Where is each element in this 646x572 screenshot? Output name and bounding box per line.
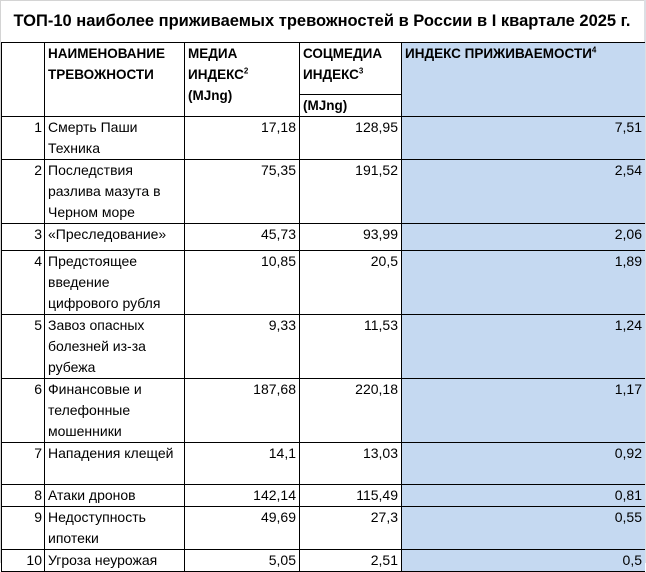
cell-name: Финансовые и телефонные мошенники bbox=[45, 379, 185, 443]
cell-name: Завоз опасных болезней из-за рубежа bbox=[45, 315, 185, 379]
cell-media: 49,69 bbox=[185, 507, 300, 550]
anxiety-ranking-table bbox=[1, 42, 645, 572]
cell-name: Атаки дронов bbox=[45, 485, 185, 507]
footnote-4: 4 bbox=[591, 45, 597, 55]
header-media-unit: (MJng) bbox=[188, 88, 233, 103]
cell-media: 17,18 bbox=[185, 117, 300, 160]
cell-index: 0,55 bbox=[402, 507, 646, 550]
table-row bbox=[2, 315, 646, 379]
cell-name: Смерть Паши Техника bbox=[45, 117, 185, 160]
cell-rank: 2 bbox=[2, 160, 45, 224]
cell-name: «Преследование» bbox=[45, 224, 185, 251]
cell-social: 115,49 bbox=[300, 485, 402, 507]
table-row bbox=[2, 224, 646, 251]
cell-index: 0,92 bbox=[402, 443, 646, 485]
cell-rank: 4 bbox=[2, 251, 45, 315]
cell-name: Последствия разлива мазута в Черном море bbox=[45, 160, 185, 224]
table-row bbox=[2, 379, 646, 443]
table-row bbox=[2, 485, 646, 507]
cell-social: 128,95 bbox=[300, 117, 402, 160]
header-social-index bbox=[300, 43, 402, 117]
table-row bbox=[2, 160, 646, 224]
cell-media: 75,35 bbox=[185, 160, 300, 224]
header-social-label: СОЦМЕДИА ИНДЕКС bbox=[303, 46, 383, 82]
header-media-label: МЕДИА ИНДЕКС bbox=[188, 46, 244, 82]
table-row bbox=[2, 251, 646, 315]
cell-social: 191,52 bbox=[300, 160, 402, 224]
cell-name: Предстоящее введение цифрового рубля bbox=[45, 251, 185, 315]
table-row bbox=[2, 443, 646, 485]
cell-media: 142,14 bbox=[185, 485, 300, 507]
cell-media: 10,85 bbox=[185, 251, 300, 315]
header-survival-index bbox=[402, 43, 646, 117]
cell-media: 187,68 bbox=[185, 379, 300, 443]
cell-rank: 9 bbox=[2, 507, 45, 550]
cell-rank: 1 bbox=[2, 117, 45, 160]
cell-index: 1,24 bbox=[402, 315, 646, 379]
header-name-label: НАИМЕНОВАНИЕ ТРЕВОЖНОСТИ bbox=[48, 46, 165, 82]
cell-index: 1,17 bbox=[402, 379, 646, 443]
cell-media: 9,33 bbox=[185, 315, 300, 379]
header-index-label: ИНДЕКС ПРИЖИВАЕМОСТИ bbox=[405, 46, 592, 61]
cell-social: 2,51 bbox=[300, 550, 402, 572]
header-row bbox=[2, 43, 646, 117]
cell-index: 2,06 bbox=[402, 224, 646, 251]
cell-rank: 8 bbox=[2, 485, 45, 507]
table-row bbox=[2, 550, 646, 572]
cell-social: 13,03 bbox=[300, 443, 402, 485]
cell-index: 2,54 bbox=[402, 160, 646, 224]
cell-name: Нападения клещей bbox=[45, 443, 185, 485]
cell-rank: 7 bbox=[2, 443, 45, 485]
cell-index: 7,51 bbox=[402, 117, 646, 160]
cell-rank: 3 bbox=[2, 224, 45, 251]
cell-media: 5,05 bbox=[185, 550, 300, 572]
header-social-unit: (MJng) bbox=[300, 94, 401, 116]
header-rank bbox=[2, 43, 45, 117]
cell-social: 11,53 bbox=[300, 315, 402, 379]
header-name bbox=[45, 43, 185, 117]
cell-name: Угроза неурожая bbox=[45, 550, 185, 572]
table-title: ТОП-10 наиболее приживаемых тревожностей в России в I квартале 2025 г. bbox=[13, 12, 631, 30]
cell-social: 220,18 bbox=[300, 379, 402, 443]
footnote-3: 3 bbox=[358, 66, 364, 76]
cell-social: 27,3 bbox=[300, 507, 402, 550]
cell-index: 1,89 bbox=[402, 251, 646, 315]
cell-social: 20,5 bbox=[300, 251, 402, 315]
cell-rank: 10 bbox=[2, 550, 45, 572]
cell-index: 0,81 bbox=[402, 485, 646, 507]
cell-media: 45,73 bbox=[185, 224, 300, 251]
table-row bbox=[2, 117, 646, 160]
table-row bbox=[2, 507, 646, 550]
cell-index: 0,5 bbox=[402, 550, 646, 572]
cell-rank: 6 bbox=[2, 379, 45, 443]
footnote-2: 2 bbox=[243, 66, 249, 76]
cell-social: 93,99 bbox=[300, 224, 402, 251]
cell-rank: 5 bbox=[2, 315, 45, 379]
header-media-index bbox=[185, 43, 300, 117]
cell-name: Недоступность ипотеки bbox=[45, 507, 185, 550]
cell-media: 14,1 bbox=[185, 443, 300, 485]
